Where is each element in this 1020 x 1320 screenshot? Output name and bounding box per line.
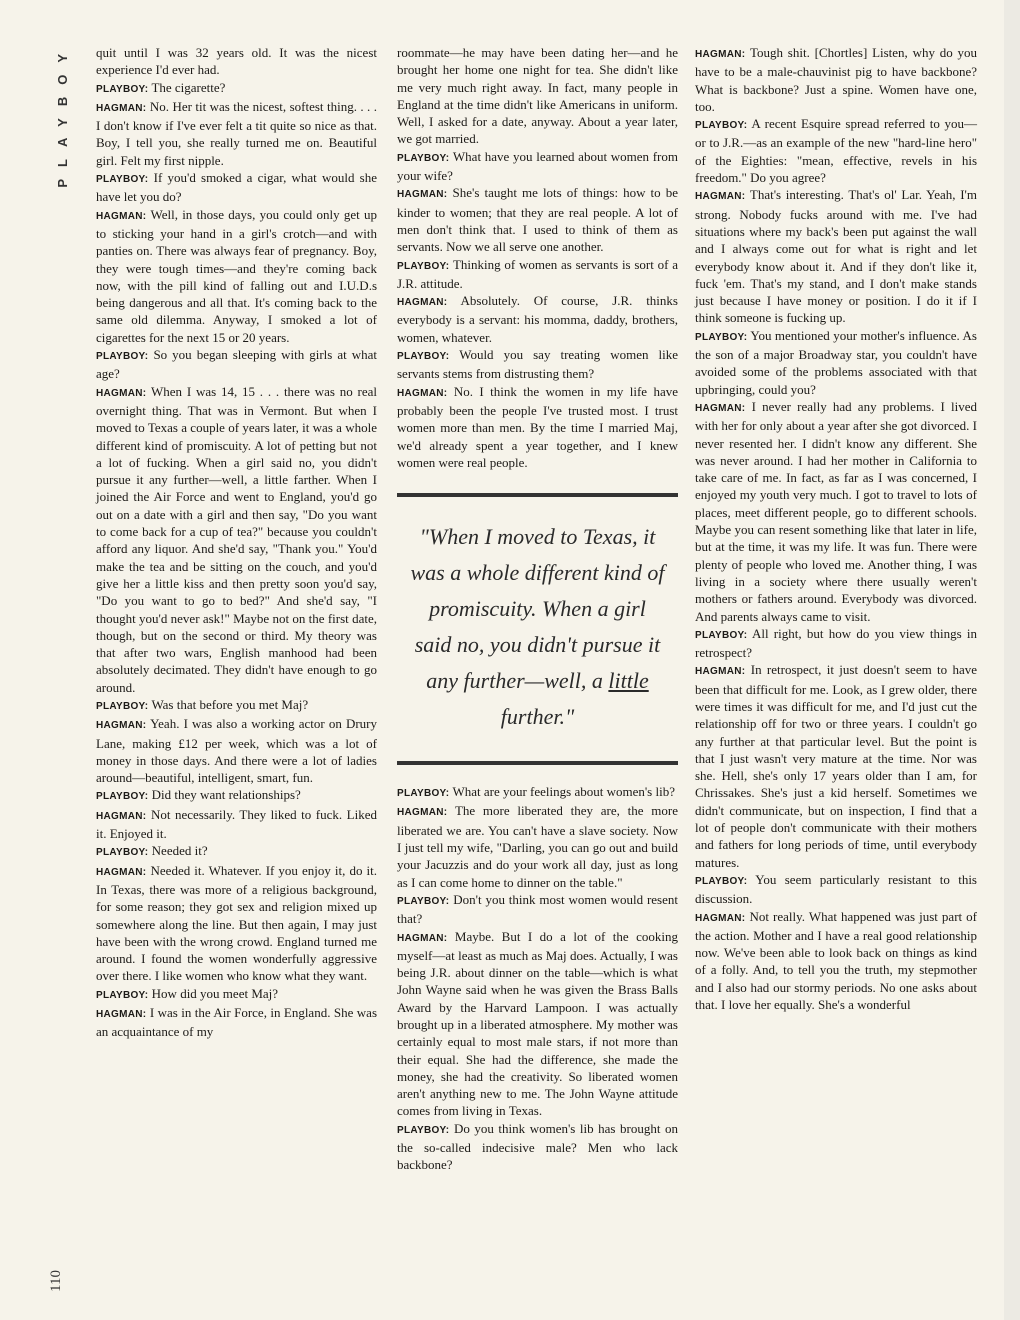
paragraph-text: If you'd smoked a cigar, what would she have let you do? bbox=[96, 170, 377, 205]
speaker-label: HAGMAN: bbox=[96, 866, 147, 878]
paragraph bbox=[695, 398, 977, 625]
paragraph bbox=[397, 346, 678, 383]
column-2-bottom bbox=[397, 783, 678, 1174]
paragraph bbox=[695, 871, 977, 908]
speaker-label: HAGMAN: bbox=[96, 102, 147, 114]
paragraph bbox=[96, 786, 377, 805]
paragraph bbox=[397, 256, 678, 293]
paragraph-text: I never really had any problems. I lived with her for only about a year after she got divorced. I never resented her. I didn't know any different. She was never around. I had her mother in California to take care of me. In fact, as far as I was concerned, I enjoyed my youth very much. I got to travel to lots of places, meet different people, go to different schools. Maybe you can resent something like that later in life, but at the time, it was my life. It was fun. There were plenty of people who loved me. Another thing, I was living in a society where there usually weren't mothers or fathers around. Everybody was divorced. And parents always came to visit. bbox=[695, 398, 978, 624]
paragraph-text: What are your feelings about women's lib? bbox=[452, 784, 675, 800]
speaker-label: PLAYBOY: bbox=[96, 791, 149, 803]
paragraph-text: You seem particularly resistant to this discussion. bbox=[695, 871, 977, 907]
paragraph bbox=[96, 1004, 377, 1041]
speaker-label: PLAYBOY: bbox=[695, 331, 748, 343]
speaker-label: PLAYBOY: bbox=[695, 875, 748, 887]
speaker-label: PLAYBOY: bbox=[397, 351, 450, 363]
paragraph bbox=[96, 79, 377, 98]
paragraph-text: Not necessarily. They liked to fuck. Liked it. Enjoyed it. bbox=[96, 806, 377, 842]
paragraph bbox=[397, 148, 678, 185]
paragraph bbox=[96, 346, 377, 383]
paragraph bbox=[96, 44, 377, 79]
speaker-label: HAGMAN: bbox=[96, 720, 147, 732]
paragraph-text: She's taught me lots of things: how to be kinder to women; that they are real people. A lot of men don't think that. I used to think of them as servants. Now we all serve one another. bbox=[397, 185, 678, 255]
paragraph-text: Needed it? bbox=[151, 843, 208, 859]
speaker-label: HAGMAN: bbox=[695, 49, 746, 60]
paragraph-text: I was in the Air Force, in England. She was an acquaintance of my bbox=[96, 1005, 378, 1040]
paragraph bbox=[96, 715, 377, 786]
paragraph bbox=[96, 206, 377, 346]
speaker-label: HAGMAN: bbox=[96, 387, 147, 399]
pull-quote bbox=[397, 493, 678, 765]
paragraph bbox=[96, 985, 377, 1004]
speaker-label: HAGMAN: bbox=[397, 932, 448, 944]
paragraph bbox=[397, 928, 678, 1120]
paragraph-text: Thinking of women as servants is sort of a J.R. attitude. bbox=[397, 256, 678, 291]
paragraph-text: In retrospect, it just doesn't seem to have been that difficult for me. Look, as I grew older, there were times it was difficult for me, and I'd just cut the relationship off for two or three years. I couldn't go any further at that particular level. But the point is that I just wasn't very mature at the time. Nor was she. Hell, she's only 17 years older than I am, for Chrissakes. She's just a kid herself. Sometimes we didn't communicate, but on inspection, I find that a lot of people don't communicate with their mothers and fathers for long periods of time, until everybody matures. bbox=[695, 662, 978, 870]
paragraph bbox=[397, 891, 678, 928]
paragraph-text: Was that before you met Maj? bbox=[151, 696, 309, 712]
speaker-label: PLAYBOY: bbox=[695, 120, 748, 132]
paragraph-text: The more liberated they are, the more liberated we are. You can't have a slave society. Now I just tell my wife, "Darling, you can go out and build your Jacuzzis and do your work all day, just as long as I can come home to dinner on the table." bbox=[397, 803, 678, 890]
column-3 bbox=[695, 44, 977, 1013]
paragraph-text: How did you meet Maj? bbox=[151, 985, 279, 1001]
paragraph-text: Absolutely. Of course, J.R. thinks everybody is a servant: his momma, daddy, brothers, women, whatever. bbox=[397, 293, 678, 345]
paragraph-text: Needed it. Whatever. If you enjoy it, do it. In Texas, there was more of a religious background, for some reason; they got sex and religion mixed up somewhere along the line. But then again, I may just have been with the wrong crowd. England turned me around. I found the women wonderfully aggressive over there. I like women who know what they want. bbox=[96, 862, 378, 984]
paragraph-text: Maybe. But I do a lot of the cooking myself—at least as much as Maj does. Actually, I was being J.R. about dinner on the table—which is what John Wayne said when he was given the Brass Balls Award by the Harvard Lampoon. I was actually brought up in a liberated atmosphere. My mother was certainly equal to most male stars, if not more than their equal. She had the difference, she made the money, she had the creativity. So liberated women aren't anything new to me. The John Wayne attitude comes from living in Texas. bbox=[397, 928, 678, 1119]
paragraph-text: Do you think women's lib has brought on the so-called indecisive male? Men who lack backbone? bbox=[397, 1120, 679, 1173]
paragraph-text: Tough shit. [Chortles] Listen, why do you have to be a male-chauvinist pig to have backbone? What is backbone? Just a spine. Women have one, too. bbox=[695, 45, 978, 114]
speaker-label: PLAYBOY: bbox=[397, 1124, 450, 1136]
speaker-label: PLAYBOY: bbox=[397, 895, 450, 907]
speaker-label: HAGMAN: bbox=[695, 402, 746, 414]
paragraph bbox=[96, 842, 377, 861]
speaker-label: PLAYBOY: bbox=[397, 260, 450, 272]
speaker-label: HAGMAN: bbox=[695, 912, 746, 924]
column-2 bbox=[397, 44, 678, 1174]
paragraph bbox=[695, 908, 977, 1014]
paragraph-text: roommate—he may have been dating her—and he brought her home one night for tea. She didn't like me very much right away. In fact, many people in England at the time didn't like Americans in uniform. Well, I asked for a date, anyway. About a year later, we got married. bbox=[397, 45, 678, 147]
paragraph-text: So you began sleeping with girls at what age? bbox=[96, 347, 378, 382]
speaker-label: PLAYBOY: bbox=[96, 847, 149, 859]
paragraph bbox=[695, 186, 977, 326]
speaker-label: HAGMAN: bbox=[397, 189, 448, 201]
paragraph bbox=[96, 806, 377, 843]
pull-quote-end: further." bbox=[500, 704, 575, 730]
paragraph bbox=[397, 292, 678, 346]
speaker-label: PLAYBOY: bbox=[96, 174, 149, 186]
paragraph-text: A recent Esquire spread referred to you—or to J.R.—as an example of the new "hard-line hero" of the Eighties: "mean, effective, revels in his freedom." Do you agree? bbox=[695, 116, 977, 186]
paragraph-text: Don't you think most women would resent that? bbox=[397, 891, 678, 927]
column-2-top bbox=[397, 44, 678, 471]
paragraph bbox=[695, 625, 977, 662]
pull-quote-underlined-word: little bbox=[608, 668, 649, 694]
paragraph-text: When I was 14, 15 . . . there was no real overnight thing. That was in Vermont. But when I moved to Texas a couple of years later, it was a whole different kind of promiscuity. A lot of petting but not a lot of fucking. When a girl said no, you didn't pursue it any further—well, a little farther. When I joined the Air Force and went to England, you'd go out on a date with a girl and then say, "Do you want to come back for a cup of tea?" because you couldn't afford any liquor. And she'd say, "Thank you." You'd make the tea and be sitting on the couch, and you'd give her a little kiss and then pretty soon you'd say, "Do you want to go to bed?" And she'd say, "I thought you'd never ask!" Maybe not on the first date, though, but on the second or third. My theory was that after two wars, English manhood had been absolutely decimated. They didn't have enough to go around. bbox=[96, 383, 378, 695]
paragraph bbox=[96, 169, 377, 206]
speaker-label: HAGMAN: bbox=[397, 387, 448, 399]
speaker-label: PLAYBOY: bbox=[397, 788, 450, 800]
page-number: 110 bbox=[48, 1270, 64, 1292]
speaker-label: HAGMAN: bbox=[695, 191, 746, 203]
speaker-label: PLAYBOY: bbox=[397, 152, 450, 164]
speaker-label: HAGMAN: bbox=[397, 297, 448, 309]
paragraph-text: What have you learned about women from your wife? bbox=[397, 148, 679, 184]
paragraph-text: You mentioned your mother's influence. As the son of a major Broadway star, you couldn't have avoided some of the problems associated with that upbringing, could you? bbox=[695, 327, 977, 397]
paragraph bbox=[695, 115, 977, 186]
paragraph bbox=[96, 862, 377, 985]
speaker-label: HAGMAN: bbox=[695, 666, 746, 678]
speaker-label: PLAYBOY: bbox=[695, 629, 748, 641]
pull-quote-text: "When I moved to Texas, it was a whole different kind of promiscuity. When a girl said no, you didn't pursue it any further—well, a bbox=[410, 524, 665, 694]
paragraph bbox=[96, 383, 377, 696]
paragraph-text: Well, in those days, you could only get up to sticking your hand in a girl's crotch—and with panties on. There was always fear of pregnancy. Boy, they were tough times—and they're coming back now, with the pill kind of falling out and I.U.D.s being dangerous and all that. It's coming back to the same old dilemma. Anyway, I smoked a lot of cigarettes for the next 15 or 20 years. bbox=[96, 206, 378, 345]
paragraph-text: The cigarette? bbox=[151, 79, 226, 95]
paragraph-text: That's interesting. That's ol' Lar. Yeah, I'm strong. Nobody fucks around with me. I've had situations where my back's been put against the wall and I always come out for what is right and let everybody know about it. And if they don't like it, fuck 'em. That's my stand, and I don't make stands just because I have money or position. I do it if I think someone is fucking up. bbox=[695, 187, 978, 326]
paragraph bbox=[695, 661, 977, 871]
paragraph bbox=[96, 696, 377, 715]
paragraph-text: No. Her tit was the nicest, softest thing. . . . I don't know if I've ever felt a tit quite so nice as that. Boy, I tell you, she really turned me on. Beautiful girl. Felt my first nipple. bbox=[96, 98, 377, 168]
speaker-label: PLAYBOY: bbox=[96, 351, 149, 363]
paragraph-text: Would you say treating women like servants stems from distrusting them? bbox=[397, 347, 679, 382]
paragraph bbox=[397, 783, 678, 802]
column-1 bbox=[96, 44, 377, 1041]
speaker-label: HAGMAN: bbox=[96, 1009, 147, 1021]
paragraph-text: quit until I was 32 years old. It was the nicest experience I'd ever had. bbox=[96, 45, 377, 78]
speaker-label: PLAYBOY: bbox=[96, 700, 149, 712]
paragraph-text: No. I think the women in my life have probably been the people I've trusted most. I trust women more than men. By the time I married Maj, we'd already spent a year together, and I knew women were real people. bbox=[397, 383, 678, 470]
paragraph-text: Yeah. I was also a working actor on Drury Lane, making £12 per week, which was a lot of money in those days. And there were a lot of ladies around—beautiful, intelligent, smart, fun. bbox=[96, 716, 377, 786]
paragraph bbox=[695, 327, 977, 398]
paragraph-text: All right, but how do you view things in retrospect? bbox=[695, 625, 977, 661]
speaker-label: PLAYBOY: bbox=[96, 989, 149, 1001]
paragraph bbox=[397, 1120, 678, 1174]
speaker-label: HAGMAN: bbox=[96, 210, 147, 222]
paragraph bbox=[695, 44, 977, 115]
running-title: PLAYBOY bbox=[55, 42, 70, 188]
speaker-label: HAGMAN: bbox=[96, 810, 147, 822]
paragraph bbox=[397, 44, 678, 148]
paragraph bbox=[397, 802, 678, 890]
paragraph bbox=[96, 98, 377, 169]
speaker-label: PLAYBOY: bbox=[96, 83, 149, 95]
paragraph-text: Did they want relationships? bbox=[151, 787, 301, 803]
paragraph-text: Not really. What happened was just part of the action. Mother and I have a real good relationship now. We've been able to look back on things as kind of a folly. And, to tell you the truth, my stepmother and I also had our stormy periods. No one asks about that. I love her equally. She's a wonderful bbox=[695, 908, 978, 1013]
page-edge bbox=[1004, 0, 1020, 1320]
paragraph bbox=[397, 383, 678, 471]
paragraph bbox=[397, 184, 678, 255]
speaker-label: HAGMAN: bbox=[397, 807, 448, 819]
